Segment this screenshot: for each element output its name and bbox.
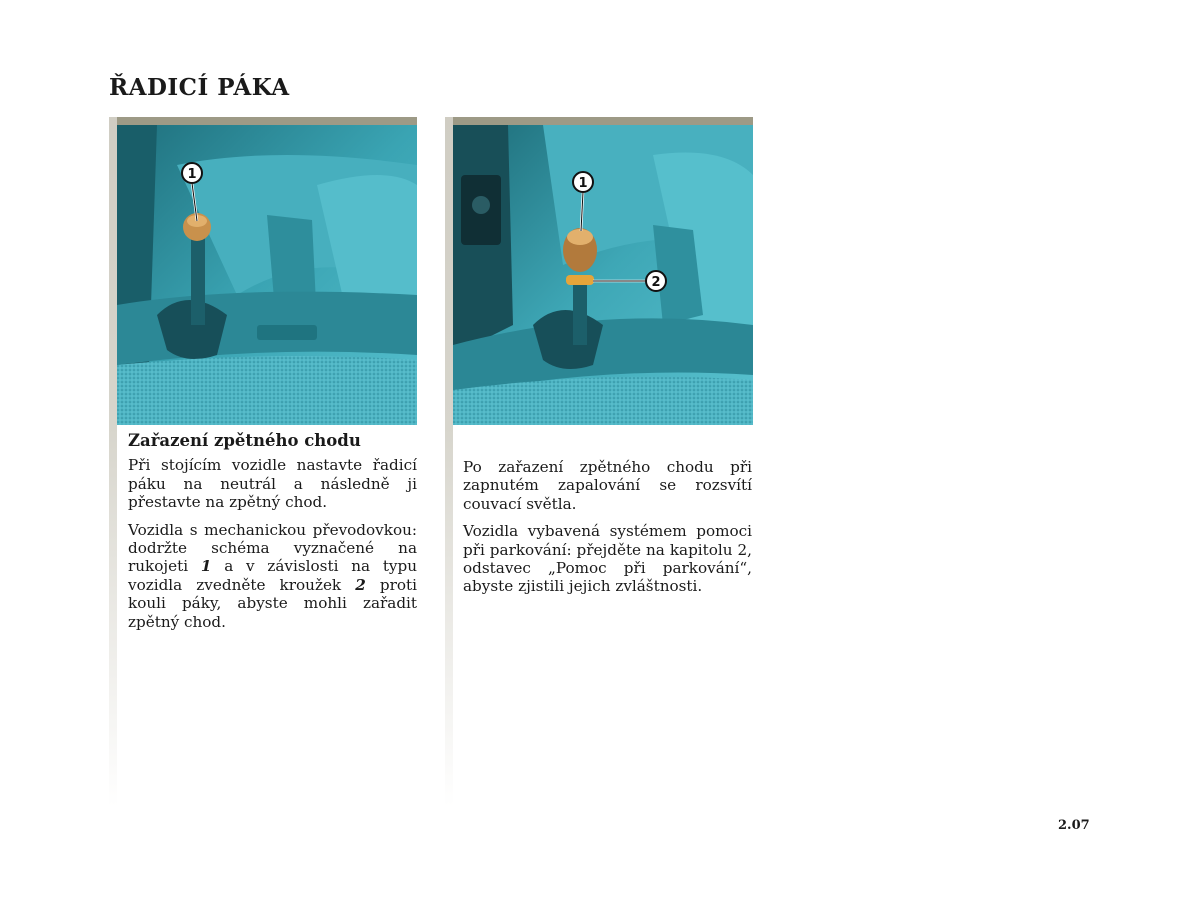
paragraph-with-references	[128, 521, 417, 631]
paragraph: Při stojícím vozidle nastavte řadicí páku na neutrál a následně ji přestavte na zpětný chod.	[128, 456, 417, 512]
page-number: 2.07	[1058, 818, 1090, 833]
text-run: Vozidla s mechanickou převodovkou: dodržte schéma vyznačené na rukojeti	[128, 520, 417, 576]
callout-label-1: 1	[578, 176, 588, 191]
page-title: ŘADICÍ PÁKA	[109, 74, 290, 101]
callout-label-1: 1	[187, 167, 197, 182]
paragraph: Vozidla vybavená systémem pomoci při parkování: přejděte na kapitolu 2, odstavec „Pomoc při parkování“, abyste zjistili jejich zvláštnosti.	[463, 522, 752, 596]
right-column-text	[463, 458, 752, 605]
right-column-top-bar	[445, 117, 753, 125]
left-column-top-bar	[109, 117, 417, 125]
callout-label-2: 2	[651, 275, 661, 290]
reference-number: 1	[200, 557, 212, 576]
paragraph: Po zařazení zpětného chodu při zapnutém zapalování se rozsvítí couvací světla.	[463, 458, 752, 513]
right-column-rule	[445, 117, 453, 807]
text-run: a v závislosti na typu vozidla zvedněte kroužek	[128, 557, 418, 594]
left-column-rule	[109, 117, 117, 807]
callout-1-left	[117, 125, 417, 425]
section-heading: Zařazení zpětného chodu	[128, 431, 361, 450]
reference-number: 2	[355, 575, 366, 594]
left-column-text	[128, 432, 417, 640]
text-run: proti kouli páky, abyste mohli zařadit zpětný chod.	[128, 575, 417, 631]
callout-group-right	[453, 125, 753, 425]
